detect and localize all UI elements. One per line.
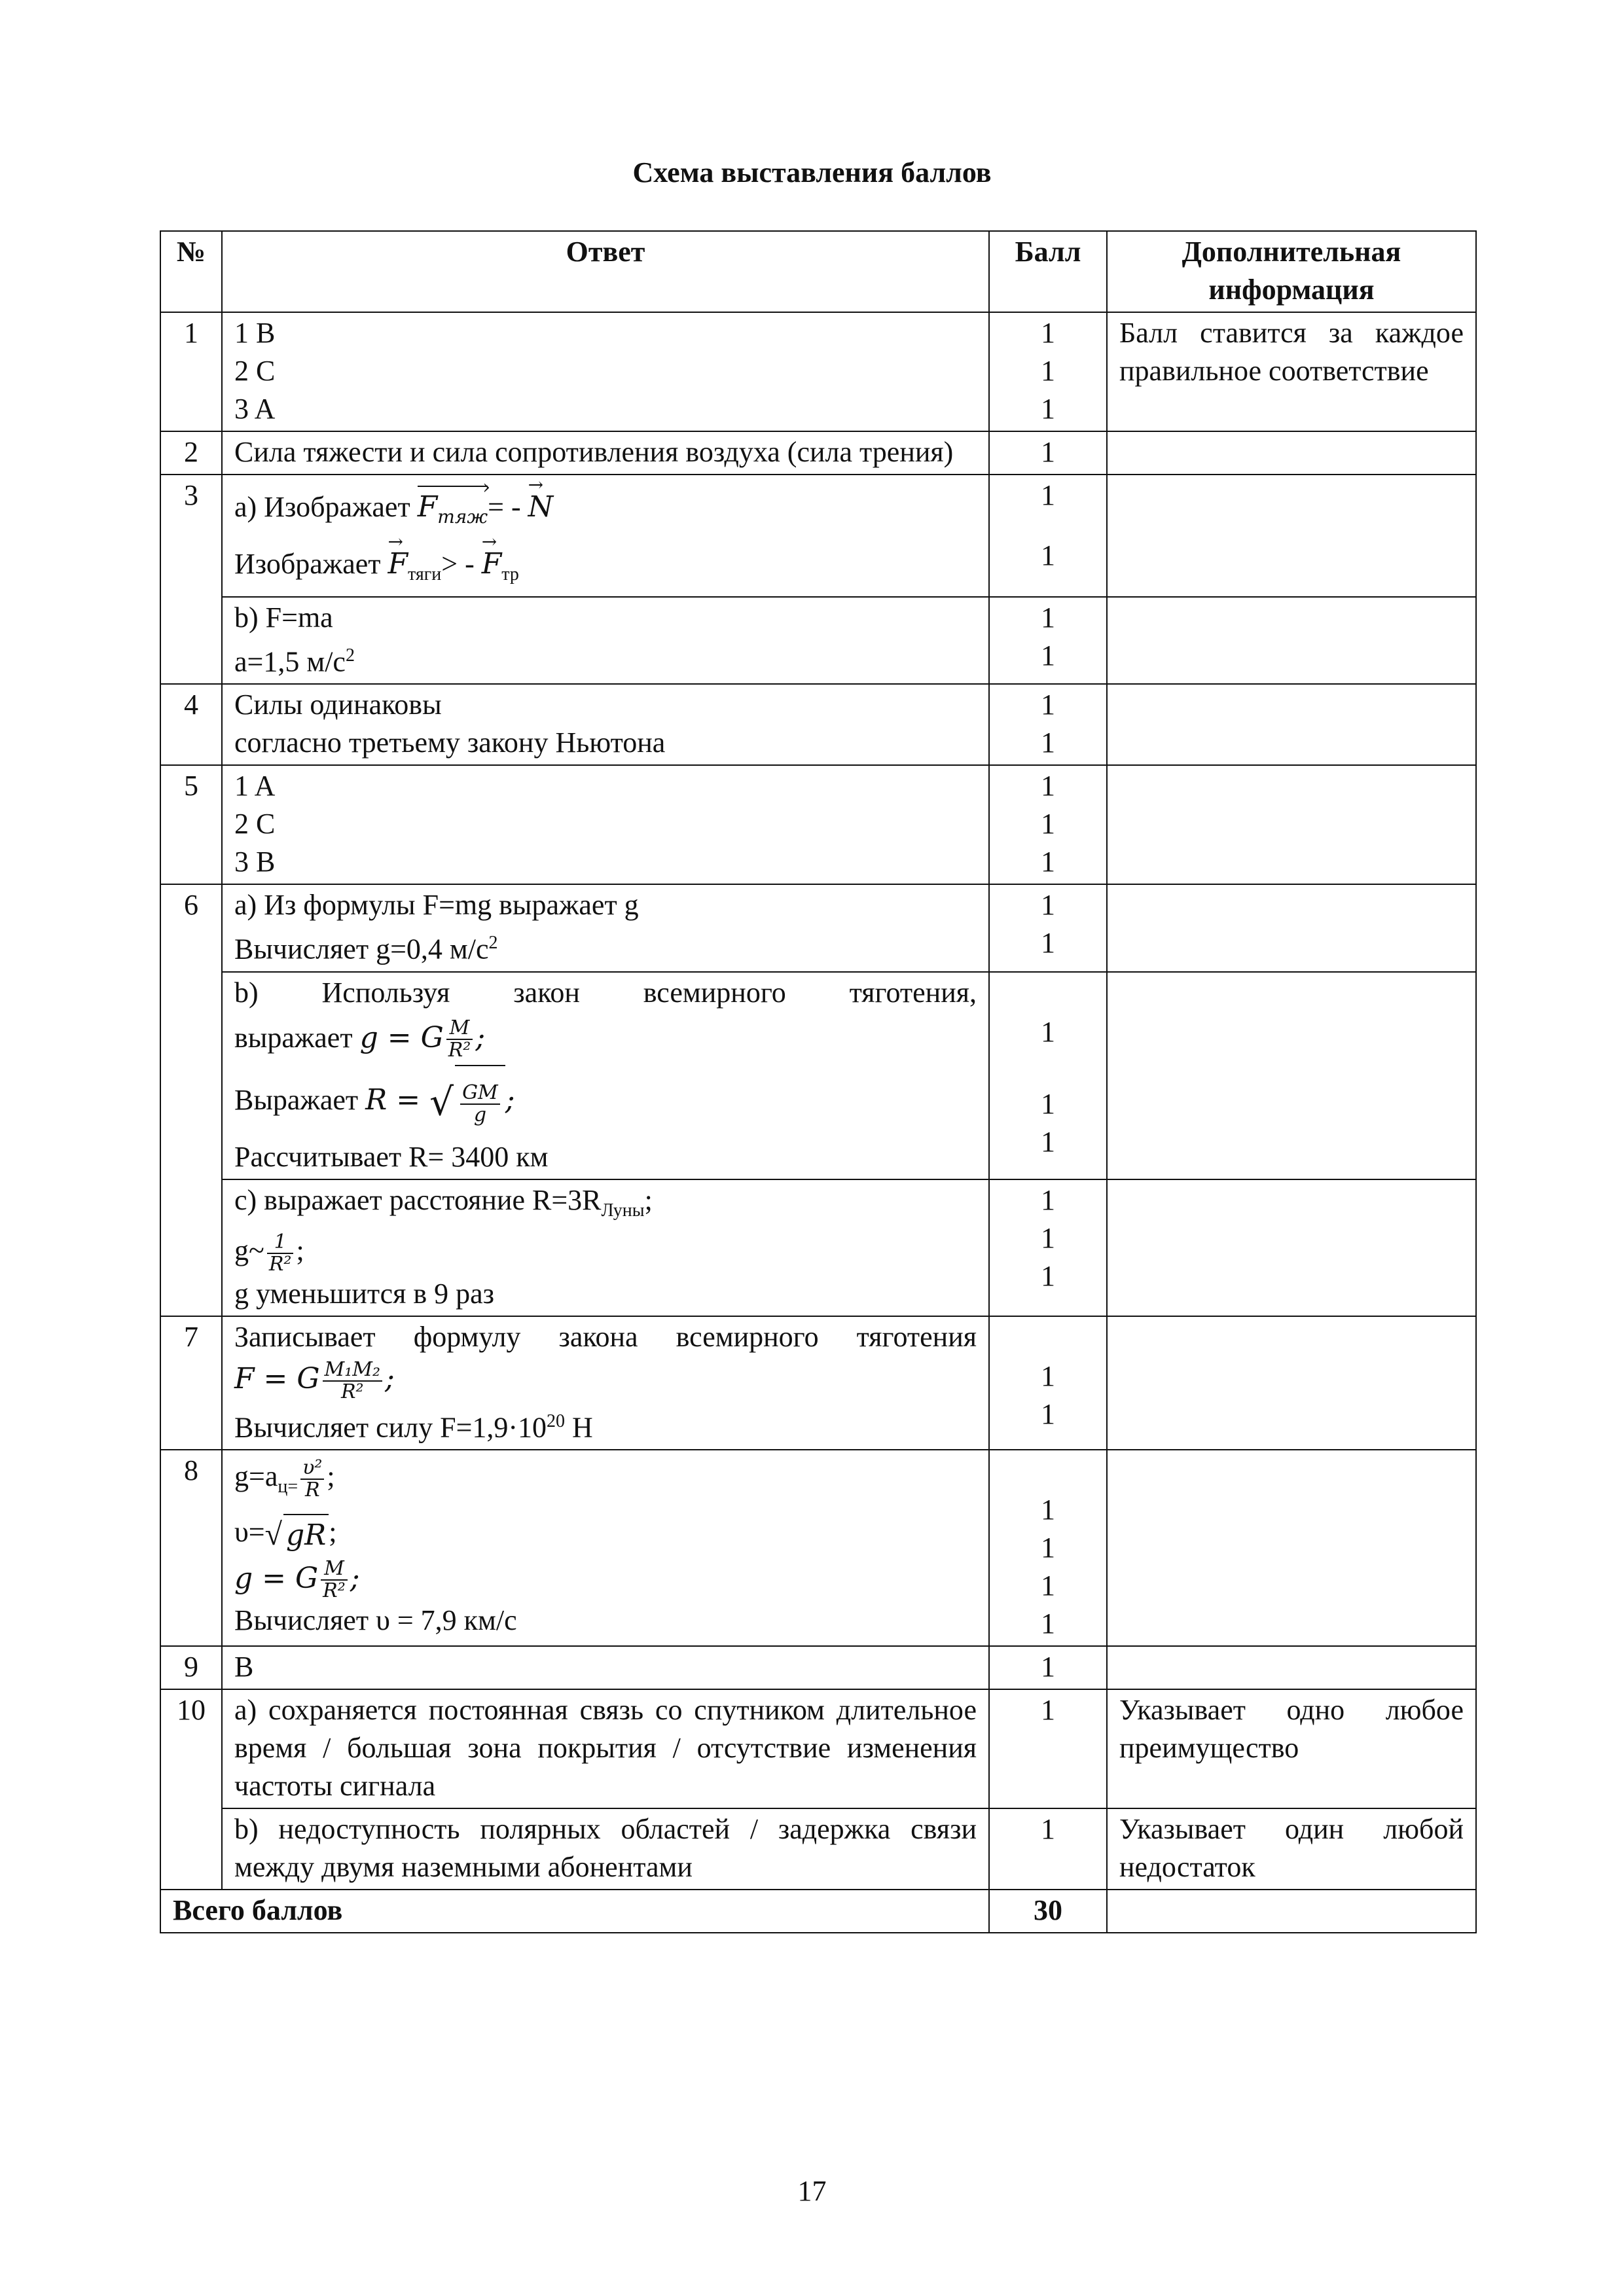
info-cell: [1107, 765, 1476, 884]
table-row: [160, 1646, 1476, 1689]
point-value: 1: [1041, 1694, 1055, 1727]
answer-line: $g=a_{ц=}$ $\frac{\text{υ²}}{R}$ ;: [234, 1456, 335, 1502]
points-cell: [989, 884, 1107, 972]
table-row: [160, 431, 1476, 475]
vector-f-gravity: [418, 486, 488, 536]
point-value: 1: [1041, 539, 1055, 571]
info-cell: Указывает один любой недостаток: [1107, 1808, 1476, 1890]
point-value: 1: [1041, 393, 1055, 425]
answer-line: [234, 1556, 977, 1602]
page-title: Схема выставления баллов: [632, 156, 992, 188]
point-value: 1: [1041, 1570, 1055, 1602]
answer-line: 1 A: [234, 770, 276, 802]
answer-line: согласно третьему закону Ньютона: [234, 726, 666, 759]
fraction: $\frac{1}{\text{R²}}$: [267, 1232, 294, 1275]
answer-line: а) Из формулы F=mg выражает g: [234, 889, 639, 922]
answer-line: [234, 1181, 977, 1230]
table-header-row: [160, 231, 1476, 312]
spacer: [1001, 1051, 1094, 1085]
point-value: 1: [1041, 639, 1055, 672]
points-cell: [989, 1450, 1107, 1646]
info-cell: [1107, 431, 1476, 475]
vector-f-thrust: → F: [388, 545, 408, 583]
points-cell: [989, 765, 1107, 884]
points-cell: [989, 972, 1107, 1180]
info-cell: [1107, 1179, 1476, 1316]
point-value: 1: [1041, 317, 1055, 349]
vector-f-friction: → F: [482, 545, 502, 583]
info-cell: [1107, 597, 1476, 685]
vector-n: → N: [528, 488, 554, 526]
answer-line: Силы одинаковы: [234, 689, 442, 721]
point-value: 1: [1041, 770, 1055, 802]
points-cell: [989, 1646, 1107, 1689]
point-value: 1: [1041, 355, 1055, 387]
answer-text: Вычисляет g=0,4 м/с: [234, 933, 489, 965]
point-value: 1: [1041, 1222, 1055, 1255]
answer-text: Изображает: [234, 547, 381, 580]
answer-text: g~: [234, 1234, 264, 1267]
question-number: 6: [160, 884, 222, 1316]
symbol: F: [417, 490, 438, 524]
info-cell: [1107, 1646, 1476, 1689]
point-value: 1: [1041, 601, 1055, 634]
answer-line: [234, 1403, 977, 1447]
answer-line: υ=√ gR;: [234, 1512, 977, 1556]
point-value: 1: [1041, 1813, 1055, 1846]
point-value: 1: [1041, 808, 1055, 840]
point-value: 1: [1041, 1494, 1055, 1526]
header-points: Балл: [989, 231, 1107, 312]
table-row: [160, 972, 1476, 1180]
question-number: 7: [160, 1316, 222, 1450]
answer-line: g~ $\frac{1}{\text{R²}}$ ;: [234, 1230, 304, 1276]
answer-line: [234, 637, 977, 681]
question-number: 9: [160, 1646, 222, 1689]
point-value: 1: [1041, 1015, 1055, 1048]
info-cell: [1107, 884, 1476, 972]
point-value: 1: [1041, 436, 1055, 468]
info-cell: [1107, 1316, 1476, 1450]
answer-cell: [222, 1316, 989, 1450]
subscript: тяж: [437, 505, 488, 528]
answer-line: 1 B: [234, 317, 276, 349]
info-cell: [1107, 684, 1476, 765]
point-value: 1: [1041, 846, 1055, 878]
total-label: Всего баллов: [160, 1890, 989, 1933]
answer-cell: [222, 972, 989, 1180]
answer-line: b) F=ma: [234, 601, 333, 634]
answer-line: [234, 1064, 977, 1139]
answer-cell: b) недоступность полярных областей / задержка связи между двумя наземными абонентами: [222, 1808, 989, 1890]
point-value: 1: [1041, 1532, 1055, 1564]
table-row: [160, 884, 1476, 972]
info-cell: [1107, 972, 1476, 1180]
subscript: Луны: [601, 1200, 645, 1221]
point-value: 1: [1041, 1651, 1055, 1683]
answer-text: υ=: [234, 1516, 265, 1549]
answer-text: g=a: [234, 1460, 278, 1493]
table-row: [160, 1808, 1476, 1890]
question-number: 5: [160, 765, 222, 884]
answer-line: 2 C: [234, 355, 276, 387]
subscript: тр: [501, 564, 519, 584]
table-row: [160, 1450, 1476, 1646]
fraction: $\frac{\text{υ²}}{R}$: [300, 1458, 324, 1501]
table-row: [160, 765, 1476, 884]
info-cell: [1107, 1890, 1476, 1933]
table-row: [160, 597, 1476, 685]
answer-line: [234, 1356, 977, 1403]
answer-line: Записывает формулу закона всемирного тяготения: [234, 1321, 977, 1354]
scoring-table: [160, 230, 1477, 1933]
table-row: [160, 684, 1476, 765]
question-number: 3: [160, 475, 222, 684]
question-number: 10: [160, 1689, 222, 1890]
header-info: Дополнительная информация: [1107, 231, 1476, 312]
point-value: 1: [1041, 1087, 1055, 1120]
answer-line: Рассчитывает R= 3400 км: [234, 1141, 549, 1174]
answer-line: 3 B: [234, 846, 276, 878]
info-cell: [1107, 475, 1476, 597]
total-row: [160, 1890, 1476, 1933]
table-row: [160, 1689, 1476, 1808]
question-number: 2: [160, 431, 222, 475]
spacer: [1001, 514, 1094, 530]
answer-cell: B: [222, 1646, 989, 1689]
point-value: 1: [1041, 726, 1055, 759]
header-number: №: [160, 231, 222, 312]
point-value: 1: [1041, 479, 1055, 511]
superscript: 2: [345, 645, 355, 666]
spacer: [1001, 1452, 1094, 1491]
point-value: 1: [1041, 1607, 1055, 1640]
answer-cell: [222, 884, 989, 972]
formula-g: g = G $\frac{M}{\text{R²}}$ ;: [234, 1557, 360, 1603]
fraction: $\frac{\text{M₁M₂}}{\text{R²}}$: [323, 1359, 383, 1403]
points-cell: [989, 1316, 1107, 1450]
answer-line: b) Используя закон всемирного тяготения,: [234, 976, 977, 1009]
answer-text: Выражает: [234, 1083, 359, 1116]
formula-gravitation: F = G $\frac{\text{M₁M₂}}{\text{R²}}$ ;: [234, 1357, 395, 1403]
answer-line: [234, 545, 977, 594]
answer-text: Вычисляет силу F=1,9·10: [234, 1411, 547, 1444]
answer-line: Вычисляет υ = 7,9 км/с: [234, 1604, 517, 1637]
points-cell: [989, 1808, 1107, 1890]
fraction: $\frac{GM}{g}$: [460, 1083, 500, 1126]
answer-cell: [222, 1450, 989, 1646]
answer-text: c) выражает расстояние R=3R: [234, 1184, 602, 1217]
answer-text: выражает: [234, 1021, 353, 1054]
superscript: 2: [488, 933, 498, 954]
points-cell: [989, 475, 1107, 597]
point-value: 1: [1041, 1125, 1055, 1158]
answer-cell: [222, 312, 989, 431]
answer-cell: а) сохраняется постоянная связь со спутником длительное время / большая зона покрытия / отсутствие изменения частоты сигнала: [222, 1689, 989, 1808]
points-cell: [989, 1689, 1107, 1808]
question-number: 4: [160, 684, 222, 765]
info-cell: Балл ставится за каждое правильное соответствие: [1107, 312, 1476, 431]
table-row: [160, 312, 1476, 431]
question-number: 1: [160, 312, 222, 431]
point-value: 1: [1041, 1260, 1055, 1293]
formula-g: g = G $\frac{M}{\text{R²}}$ ;: [359, 1016, 486, 1062]
point-value: 1: [1041, 1184, 1055, 1217]
answer-line: [234, 1012, 977, 1064]
subscript: ц=: [278, 1477, 298, 1498]
table-row: [160, 475, 1476, 597]
table-row: [160, 1179, 1476, 1316]
question-number: 8: [160, 1450, 222, 1646]
points-cell: [989, 684, 1107, 765]
answer-text: a=1,5 м/с: [234, 645, 346, 678]
answer-cell: Сила тяжести и сила сопротивления воздуха (сила трения): [222, 431, 989, 475]
answer-line: g уменьшится в 9 раз: [234, 1278, 495, 1310]
answer-line: 2 C: [234, 808, 276, 840]
answer-line: [234, 486, 977, 536]
answer-line: [234, 924, 977, 969]
spacer: [1001, 974, 1094, 1013]
total-points: 30: [989, 1890, 1107, 1933]
points-cell: [989, 1179, 1107, 1316]
answer-text: ;: [644, 1184, 653, 1217]
answer-text: а) Изображает: [234, 491, 410, 523]
info-cell: Указывает одно любое преимущество: [1107, 1689, 1476, 1808]
answer-cell: [222, 1179, 989, 1316]
answer-cell: [222, 684, 989, 765]
points-cell: [989, 431, 1107, 475]
subscript: тяги: [408, 564, 442, 584]
points-cell: [989, 597, 1107, 685]
fraction: $\frac{M}{\text{R²}}$: [446, 1018, 473, 1061]
formula-r: R = √ $\frac{GM}{g}$ ;: [365, 1083, 514, 1117]
superscript: 20: [547, 1410, 566, 1431]
answer-text: Н: [565, 1411, 593, 1444]
fraction: $\frac{M}{\text{R²}}$: [321, 1558, 348, 1602]
header-answer: Ответ: [222, 231, 989, 312]
page-number: 17: [797, 2175, 827, 2207]
answer-line: 3 A: [234, 393, 276, 425]
point-value: 1: [1041, 889, 1055, 922]
spacer: [1001, 1318, 1094, 1357]
point-value: 1: [1041, 1398, 1055, 1431]
answer-text: > -: [441, 547, 475, 580]
points-cell: [989, 312, 1107, 431]
table-row: [160, 1316, 1476, 1450]
point-value: 1: [1041, 1360, 1055, 1393]
answer-cell: [222, 597, 989, 685]
answer-cell: [222, 765, 989, 884]
point-value: 1: [1041, 689, 1055, 721]
answer-cell: [222, 475, 989, 597]
answer-text: = -: [488, 491, 521, 523]
info-cell: [1107, 1450, 1476, 1646]
point-value: 1: [1041, 927, 1055, 960]
